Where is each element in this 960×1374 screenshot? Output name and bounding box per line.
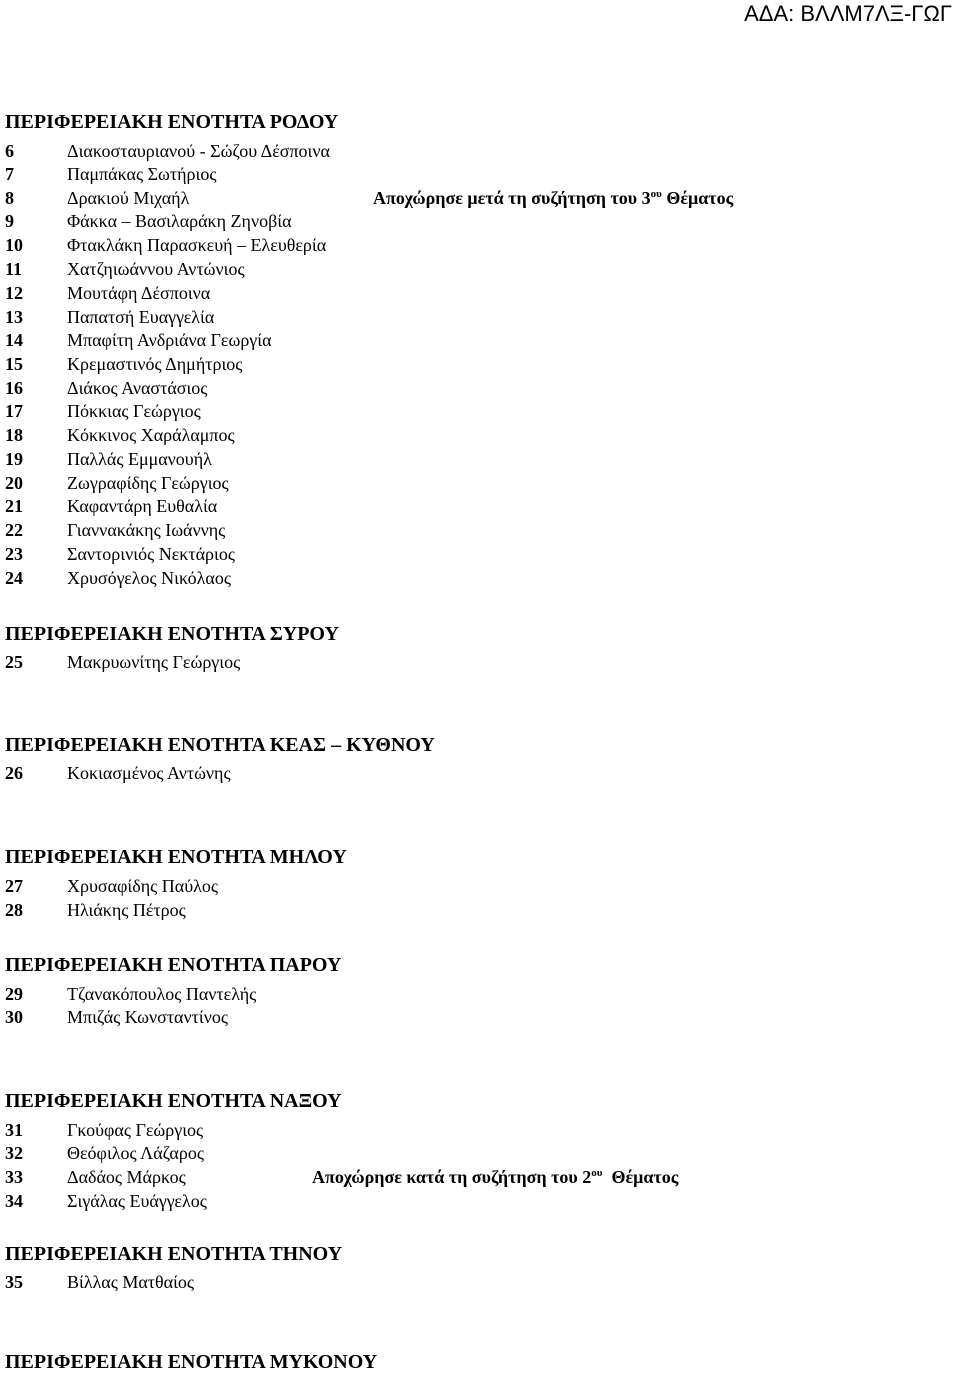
member-name: Παλλάς Εμμανουήλ [67,449,212,469]
departure-note [373,186,733,210]
member-number: 13 [5,307,23,327]
member-number: 31 [5,1120,23,1140]
member-name: Φάκκα – Βασιλαράκη Ζηνοβία [67,211,292,231]
member-name: Σιγάλας Ευάγγελος [67,1191,207,1211]
member-number: 16 [5,378,23,398]
note-text: Αποχώρησε κατά τη συζήτηση του 2 [312,1167,592,1187]
member-number: 28 [5,900,23,920]
member-number: 8 [5,188,14,208]
member-name: Κρεμαστινός Δημήτριος [67,354,243,374]
member-number: 29 [5,984,23,1004]
section-title-keas-kythnou: ΠΕΡΙΦΕΡΕΙΑΚΗ ΕΝΟΤΗΤΑ ΚΕΑΣ – ΚΥΘΝΟΥ [5,734,435,756]
note-text: Αποχώρησε μετά τη συζήτηση του 3 [373,188,651,208]
member-name: Μπιζάς Κωνσταντίνος [67,1007,228,1027]
member-name: Δαδάος Μάρκος [67,1167,186,1187]
member-name: Πόκκιας Γεώργιος [67,401,201,421]
member-number: 35 [5,1272,23,1292]
member-number: 9 [5,211,14,231]
member-name: Μακρυωνίτης Γεώργιος [67,652,241,672]
member-number: 18 [5,425,23,445]
note-superscript: ου [650,188,662,200]
member-name: Θεόφιλος Λάζαρος [67,1143,204,1163]
member-number: 22 [5,520,23,540]
section-title-tinou: ΠΕΡΙΦΕΡΕΙΑΚΗ ΕΝΟΤΗΤΑ ΤΗΝΟΥ [5,1243,343,1265]
member-number: 12 [5,283,23,303]
member-name: Δρακιού Μιχαήλ [67,188,190,208]
ada-code: ΑΔΑ: ΒΛΛΜ7ΛΞ-ΓΩΓ [744,1,952,26]
member-name: Κοκιασμένος Αντώνης [67,763,231,783]
member-name: Παμπάκας Σωτήριος [67,164,217,184]
section-title-naxou: ΠΕΡΙΦΕΡΕΙΑΚΗ ΕΝΟΤΗΤΑ ΝΑΞΟΥ [5,1090,342,1112]
member-name: Διάκος Αναστάσιος [67,378,208,398]
member-name: Γκούφας Γεώργιος [67,1120,204,1140]
member-number: 15 [5,354,23,374]
section-title-parou: ΠΕΡΙΦΕΡΕΙΑΚΗ ΕΝΟΤΗΤΑ ΠΑΡΟΥ [5,954,342,976]
note-superscript: ου [591,1167,603,1179]
member-number: 21 [5,496,23,516]
member-number: 25 [5,652,23,672]
member-name: Χρυσόγελος Νικόλαος [67,568,231,588]
departure-note [312,1165,678,1189]
member-number: 34 [5,1191,23,1211]
member-name: Σαντορινιός Νεκτάριος [67,544,235,564]
member-name: Μουτάφη Δέσποινα [67,283,211,303]
member-number: 10 [5,235,23,255]
section-title-mykonou: ΠΕΡΙΦΕΡΕΙΑΚΗ ΕΝΟΤΗΤΑ ΜΥΚΟΝΟΥ [5,1351,378,1373]
member-name: Φτακλάκη Παρασκευή – Ελευθερία [67,235,327,255]
member-number: 30 [5,1007,23,1027]
section-title-syrou: ΠΕΡΙΦΕΡΕΙΑΚΗ ΕΝΟΤΗΤΑ ΣΥΡΟΥ [5,623,339,645]
member-name: Διακοσταυριανού - Σώζου Δέσποινα [67,141,330,161]
member-number: 24 [5,568,23,588]
member-number: 33 [5,1167,23,1187]
member-name: Χρυσαφίδης Παύλος [67,876,218,896]
note-text-end: Θέματος [661,188,734,208]
member-number: 23 [5,544,23,564]
member-name: Παπατσή Ευαγγελία [67,307,215,327]
member-number: 32 [5,1143,23,1163]
member-number: 14 [5,330,23,350]
member-name: Βίλλας Ματθαίος [67,1272,195,1292]
member-name: Καφαντάρη Ευθαλία [67,496,218,516]
section-title-rodou: ΠΕΡΙΦΕΡΕΙΑΚΗ ΕΝΟΤΗΤΑ ΡΟΔΟΥ [5,111,339,133]
member-number: 17 [5,401,23,421]
member-name: Ζωγραφίδης Γεώργιος [67,473,229,493]
member-name: Κόκκινος Χαράλαμπος [67,425,235,445]
section-title-milou: ΠΕΡΙΦΕΡΕΙΑΚΗ ΕΝΟΤΗΤΑ ΜΗΛΟΥ [5,846,347,868]
member-name: Γιαννακάκης Ιωάννης [67,520,226,540]
member-name: Χατζηιωάννου Αντώνιος [67,259,245,279]
member-number: 27 [5,876,23,896]
member-number: 7 [5,164,14,184]
member-name: Τζανακόπουλος Παντελής [67,984,257,1004]
member-number: 19 [5,449,23,469]
member-name: Ηλιάκης Πέτρος [67,900,186,920]
member-name: Μπαφίτη Ανδριάνα Γεωργία [67,330,272,350]
member-number: 11 [5,259,23,279]
note-text-end: Θέματος [602,1167,679,1187]
member-number: 26 [5,763,23,783]
member-number: 6 [5,141,14,161]
member-number: 20 [5,473,23,493]
